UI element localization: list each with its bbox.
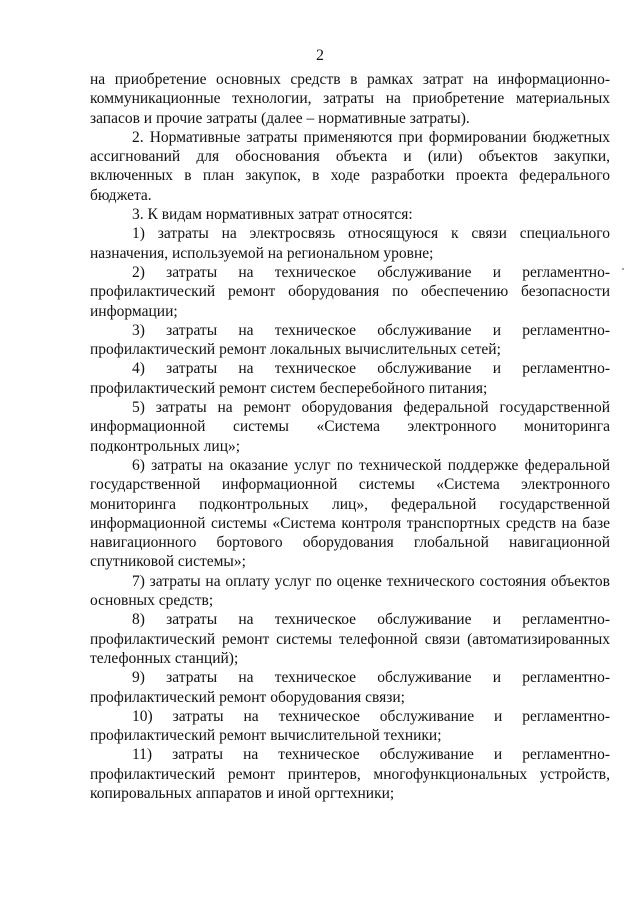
list-item-6: 6) затраты на оказание услуг по технической поддержке федеральной государственной информационной системы «Система электронного мониторинга подконтрольных лиц», федеральной государственной информационной системы «Система контроля транспортных средств на базе навигационного бортового оборудования глобальной навигационной спутниковой системы»; — [90, 456, 610, 571]
paragraph-2: 2. Нормативные затраты применяются при формировании бюджетных ассигнований для обоснования объекта и (или) объектов закупки, включенных в план закупок, в ходе разработки проекта федерального бюджета. — [90, 128, 610, 204]
list-item-5: 5) затраты на ремонт оборудования федеральной государственной информационной системы «Система электронного мониторинга подконтрольных лиц»; — [90, 399, 610, 455]
document-body — [90, 70, 610, 803]
list-item-2: 2) затраты на техническое обслуживание и регламентно-профилактический ремонт оборудования по обеспечению безопасности информации; — [90, 263, 610, 320]
list-item-1: 1) затраты на электросвязь относящуюся к связи специального назначения, используемой на региональном уровне; — [90, 225, 610, 262]
list-item-8: 8) затраты на техническое обслуживание и регламентно-профилактический ремонт системы телефонной связи (автоматизированных телефонных станций); — [90, 611, 610, 667]
list-item-9: 9) затраты на техническое обслуживание и регламентно-профилактический ремонт оборудования связи; — [90, 669, 610, 706]
paragraph-intro-continuation: на приобретение основных средств в рамках затрат на информационно-коммуникационные технологии, затраты на приобретение материальных запасов и прочие затраты (далее – нормативные затраты). — [90, 71, 610, 127]
page-number: 2 — [316, 47, 324, 64]
list-item-4: 4) затраты на техническое обслуживание и регламентно-профилактический ремонт систем бесперебойного питания; — [90, 360, 610, 397]
list-item-10: 10) затраты на техническое обслуживание и регламентно-профилактический ремонт вычислительной техники; — [90, 707, 610, 745]
list-item-3: 3) затраты на техническое обслуживание и регламентно-профилактический ремонт локальных вычислительных сетей; — [90, 321, 610, 359]
list-item-7: 7) затраты на оплату услуг по оценке технического состояния объектов основных средств; — [90, 572, 610, 610]
scan-mark — [622, 268, 624, 270]
paragraph-3-heading: 3. К видам нормативных затрат относятся: — [132, 206, 413, 224]
list-item-11: 11) затраты на техническое обслуживание и регламентно-профилактический ремонт принтеров, многофункциональных устройств, копировальных аппаратов и иной оргтехники; — [90, 746, 610, 802]
